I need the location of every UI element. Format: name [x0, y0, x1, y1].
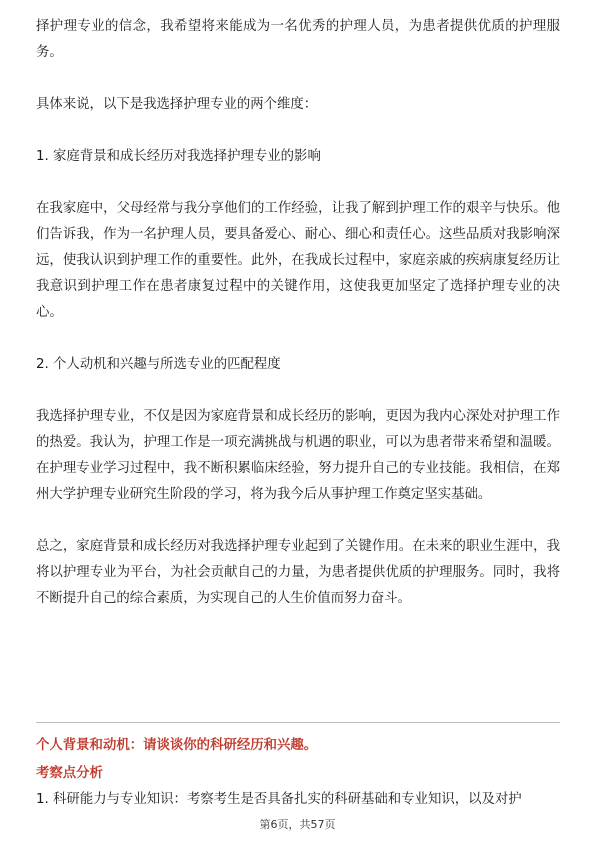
paragraph-family-background: 在我家庭中，父母经常与我分享他们的工作经验，让我了解到护理工作的艰辛与快乐。他们告诉我，作为一名护理人员，要具备爱心、耐心、细心和责任心。这些品质对我影响深远，使我认识到护理工作的重要性。此外，在我成长过程中，家庭亲戚的疾病康复经历让我意识到护理工作在患者康复过程中的关键作用，这使我更加坚定了选择护理专业的决心。 [36, 201, 560, 320]
paragraph-dimensions-intro: 具体来说，以下是我选择护理专业的两个维度： [36, 97, 318, 112]
heading-dimension-1: 1. 家庭背景和成长经历对我选择护理专业的影响 [36, 149, 321, 164]
heading-dimension-2: 2. 个人动机和兴趣与所选专业的匹配程度 [36, 357, 281, 372]
paragraph-personal-motivation: 我选择护理专业，不仅是因为家庭背景和成长经历的影响，更因为我内心深处对护理工作的热爱。我认为，护理工作是一项充满挑战与机遇的职业，可以为患者带来希望和温暖。在护理专业学习过程中，我不断积累临床经验，努力提升自己的专业技能。我相信，在郑州大学护理专业研究生阶段的学习，将为我今后从事护理工作奠定坚实基础。 [36, 409, 560, 502]
page-number-footer: 第6页，共57页 [259, 818, 336, 831]
section-title: 考察点分析 [36, 766, 103, 781]
question-title: 个人背景和动机：请谈谈你的科研经历和兴趣。 [36, 738, 318, 753]
analysis-item-1: 1. 科研能力与专业知识：考察考生是否具备扎实的科研基础和专业知识，以及对护 [36, 792, 522, 807]
document-body [36, 14, 560, 612]
paragraph-conclusion: 总之，家庭背景和成长经历对我选择护理专业起到了关键作用。在未来的职业生涯中，我将以护理专业为平台，为社会贡献自己的力量，为患者提供优质的护理服务。同时，我将不断提升自己的综合素质，为实现自己的人生价值而努力奋斗。 [36, 539, 560, 606]
section-divider [36, 722, 560, 723]
paragraph-intro-continuation: 择护理专业的信念，我希望将来能成为一名优秀的护理人员，为患者提供优质的护理服务。 [36, 19, 560, 60]
